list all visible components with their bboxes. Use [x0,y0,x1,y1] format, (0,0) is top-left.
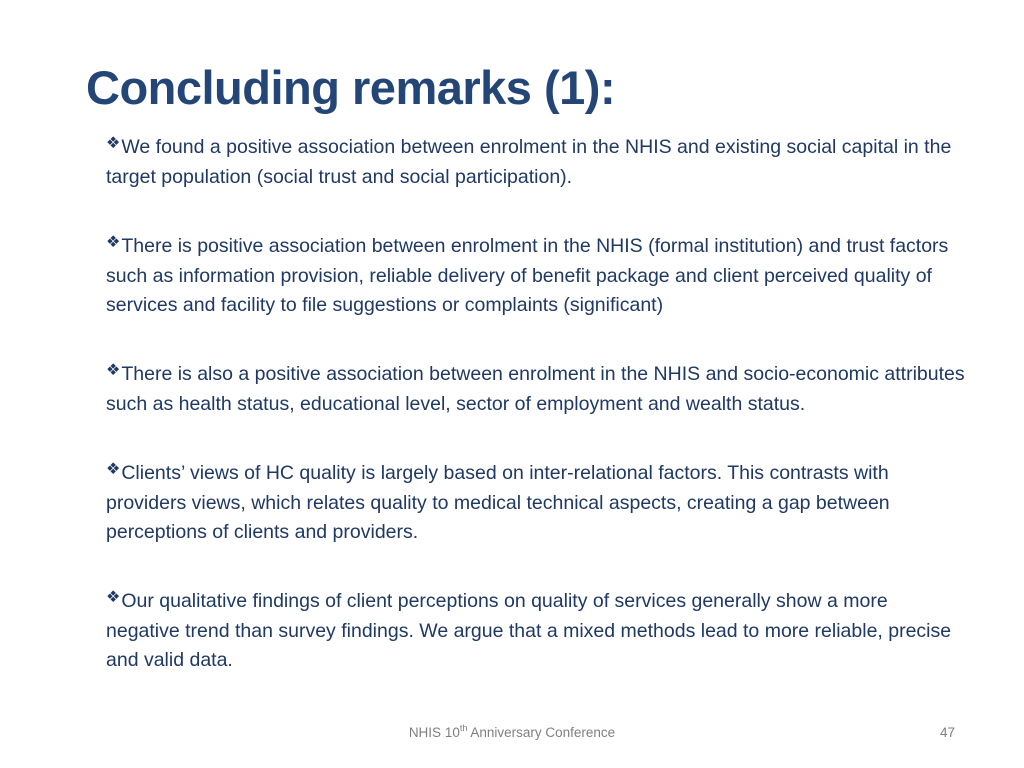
footer-text-prefix: NHIS 10 [408,725,460,740]
footer-text-suffix: Anniversary Conference [467,725,616,740]
bullet-list [106,133,966,675]
slide-title: Concluding remarks (1): [86,61,616,114]
bullet-text: There is positive association between enrolment in the NHIS (formal institution) and trust factors such as information provision, reliable delivery of benefit package and client perceived quality of services and facility to file suggestions or complaints (significant) [106,235,949,316]
bullet-text: Clients’ views of HC quality is largely based on inter-relational factors. This contrasts with providers views, which relates quality to medical technical aspects, creating a gap between perceptions of clients and providers. [106,462,890,543]
footer-conference-name [0,722,1024,740]
diamond-bullet-icon: ❖ [106,362,121,379]
page-number: 47 [940,725,956,740]
bullet-text: We found a positive association between enrolment in the NHIS and existing social capital in the target population (social trust and social participation). [106,136,952,188]
diamond-bullet-icon: ❖ [106,461,121,478]
bullet-item [106,459,966,547]
diamond-bullet-icon: ❖ [106,135,121,152]
bullet-item [106,133,966,192]
bullet-item [106,587,966,675]
bullet-item [106,232,966,320]
bullet-item [106,360,966,419]
diamond-bullet-icon: ❖ [106,589,121,606]
bullet-text: Our qualitative findings of client perceptions on quality of services generally show a more negative trend than survey findings. We argue that a mixed methods lead to more reliable, precise and valid data. [106,590,952,671]
footer-superscript: th [459,722,468,733]
diamond-bullet-icon: ❖ [106,234,121,251]
bullet-text: There is also a positive association between enrolment in the NHIS and socio-economic attributes such as health status, educational level, sector of employment and wealth status. [106,363,965,415]
